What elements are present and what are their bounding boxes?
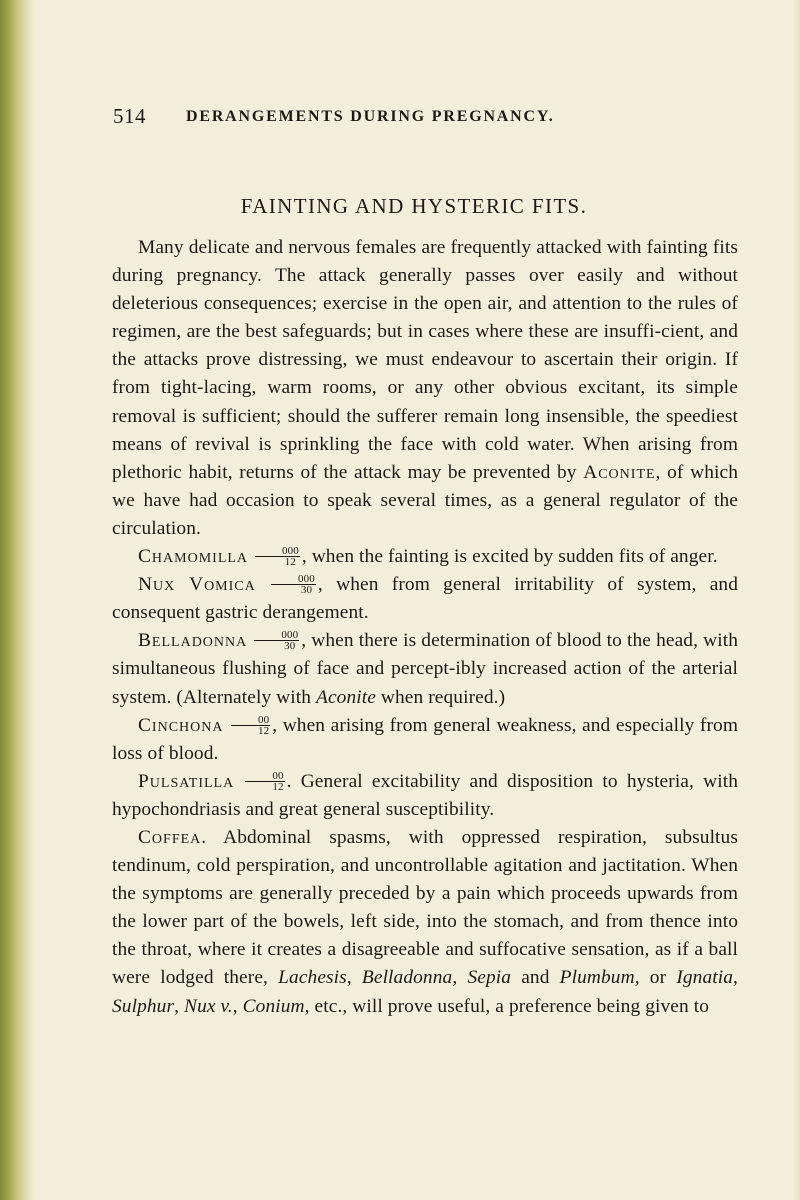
remedy-nux-v: Nux v.: [184, 995, 233, 1017]
remedy-sepia: Sepia: [467, 967, 512, 989]
remedy-lachesis: Lachesis: [278, 967, 347, 989]
remedy-cinchona: Cinchona: [138, 714, 224, 736]
remedy-belladonna-italic: Belladonna: [361, 967, 453, 989]
pulsatilla-text: . General excitability and disposition to hysteria, with hypochondriasis and great general susceptibility.: [112, 770, 738, 820]
coffea-text-1: . Abdominal spasms, with oppressed respiration, subsultus tendinum, cold perspiration, and uncontrollable agitation and jactitation. When the symptoms are generally preceded by a pain which proceeds upwards from the lower part of the bowels, left side, into the stomach, and from thence into the throat, where it creates a disagreeable and suffocative sensation, as if a ball were lodged there,: [112, 826, 738, 989]
intro-text-2: , of which we have had occasion to speak several times, as a general regulator of the circulation.: [112, 461, 738, 539]
dose-numerator: 00: [231, 715, 270, 726]
page-number: 514: [113, 104, 146, 128]
separator: and: [511, 967, 560, 989]
separator: ,: [232, 995, 243, 1017]
separator: , or: [634, 967, 677, 989]
remedy-conium: Conium: [242, 995, 305, 1017]
remedy-pulsatilla: Pulsatilla: [138, 770, 235, 792]
chamomilla-paragraph: [112, 543, 738, 571]
remedy-aconite: Aconite: [583, 461, 656, 483]
coffea-paragraph: [112, 824, 738, 1021]
dose-numerator: 00: [245, 771, 284, 782]
dose-denominator: 30: [284, 640, 296, 653]
aconite-italic: Aconite: [316, 686, 376, 708]
remedy-nux-vomica: Nux Vomica: [138, 574, 256, 596]
remedy-belladonna: Belladonna: [138, 630, 248, 652]
nux-vomica-paragraph: [112, 571, 738, 627]
body-text: [112, 234, 738, 1021]
nux-vomica-dose: [271, 574, 316, 595]
separator: ,: [174, 995, 185, 1017]
separator: ,: [346, 967, 362, 989]
coffea-text-2: , etc., will prove useful, a preference being given to: [304, 995, 710, 1017]
dose-numerator: 000: [254, 630, 299, 641]
separator: ,: [452, 967, 468, 989]
belladonna-text-1: , when there is determination of blood to the head, with simultaneous flushing of face and percept-ibly increased action of the arterial system. (Alternately with: [112, 630, 738, 708]
chapter-title: FAINTING AND HYSTERIC FITS.: [240, 194, 588, 218]
dose-denominator: 12: [284, 556, 296, 569]
belladonna-paragraph: [112, 627, 738, 711]
dose-denominator: 30: [300, 584, 313, 597]
cinchona-text: , when arising from general weakness, and especially from loss of blood.: [112, 714, 739, 764]
chamomilla-dose: [255, 546, 300, 567]
nux-vomica-text: , when from general irritability of system, and consequent gastric derangement.: [112, 574, 738, 624]
page-binding-edge: [0, 0, 36, 1200]
separator: ,: [733, 967, 738, 989]
remedy-sulphur: Sulphur: [112, 995, 175, 1017]
dose-numerator: 000: [255, 546, 300, 557]
pulsatilla-paragraph: [112, 768, 738, 824]
cinchona-paragraph: [112, 712, 738, 768]
belladonna-text-2: when required.): [375, 686, 506, 708]
remedy-plumbum: Plumbum: [559, 967, 635, 989]
page-right-edge: [792, 0, 800, 1200]
pulsatilla-dose: [245, 771, 284, 792]
cinchona-dose: [231, 715, 270, 736]
page-header: [0, 104, 800, 134]
chamomilla-text: , when the fainting is excited by sudden fits of anger.: [301, 546, 718, 568]
running-head: DERANGEMENTS DURING PREGNANCY.: [186, 108, 555, 125]
dose-denominator: 12: [258, 724, 270, 737]
remedy-coffea: Coffea: [138, 826, 202, 848]
belladonna-dose: [254, 630, 299, 651]
remedy-chamomilla: Chamomilla: [138, 546, 249, 568]
intro-text-1: Many delicate and nervous females are frequently attacked with fainting fits during pregnancy. The attack generally passes over easily and without deleterious consequences; exercise in the open air, and attention to the rules of regimen, are the best safeguards; but in cases where these are insuffi-cient, and the attacks prove distressing, we must endeavour to ascertain their origin. If from tight-lacing, warm rooms, or any other obvious excitant, its simple removal is sufficient; should the sufferer remain long insensible, the speediest means of revival is sprinkling the face with cold water. When arising from plethoric habit, returns of the attack may be prevented by: [112, 237, 738, 483]
intro-paragraph: [112, 234, 738, 543]
dose-denominator: 12: [272, 780, 284, 793]
remedy-ignatia: Ignatia: [676, 967, 734, 989]
dose-numerator: 000: [271, 574, 316, 585]
